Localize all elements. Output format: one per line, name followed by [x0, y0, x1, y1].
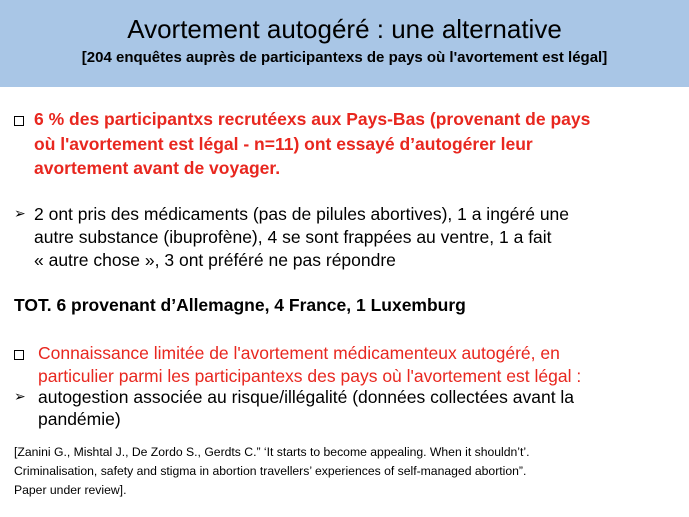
key-finding-line: avortement avant de voyager.: [34, 158, 281, 178]
risk-line: pandémie): [38, 409, 121, 429]
knowledge-block: [14, 342, 679, 388]
methods-detail-block: [14, 203, 679, 272]
slide-title: Avortement autogéré : une alternative: [127, 14, 562, 44]
key-finding-block: [14, 107, 674, 180]
checkbox-square-icon: [14, 350, 24, 360]
methods-line: 2 ont pris des médicaments (pas de pilules abortives), 1 a ingéré une: [34, 204, 570, 224]
arrowhead-icon: ➢: [14, 389, 26, 405]
reference-line: Criminalisation, safety and stigma in abortion travellers’ experiences of self-managed abortion”.: [14, 464, 527, 478]
checkbox-square-icon: [14, 116, 24, 126]
slide-subtitle: [204 enquêtes auprès de participantexs de pays où l'avortement est légal]: [81, 49, 608, 66]
reference-line: Paper under review].: [14, 483, 127, 497]
methods-line: « autre chose », 3 ont préféré ne pas répondre: [34, 250, 396, 270]
risk-line: autogestion associée au risque/illégalité (données collectées avant la: [38, 387, 575, 407]
key-finding-line: où l'avortement est légal - n=11) ont essayé d’autogérer leur: [34, 134, 533, 154]
arrowhead-icon: ➢: [14, 206, 26, 222]
slide-header: [0, 0, 689, 87]
methods-line: autre substance (ibuprofène), 4 se sont frappées au ventre, 1 a fait: [34, 227, 552, 247]
total-summary: TOT. 6 provenant d’Allemagne, 4 France, 1 Luxemburg: [14, 295, 466, 315]
reference-citation: [14, 443, 684, 500]
knowledge-line: particulier parmi les participantexs des pays où l'avortement est légal :: [38, 366, 582, 386]
reference-line: [Zanini G., Mishtal J., De Zordo S., Gerdts C.” ‘It starts to become appealing. When it shouldn’t’.: [14, 445, 530, 459]
risk-block: [14, 386, 679, 430]
key-finding-line: 6 % des participantxs recrutéexs aux Pays-Bas (provenant de pays: [34, 109, 591, 129]
knowledge-line: Connaissance limitée de l'avortement médicamenteux autogéré, en: [38, 343, 560, 363]
